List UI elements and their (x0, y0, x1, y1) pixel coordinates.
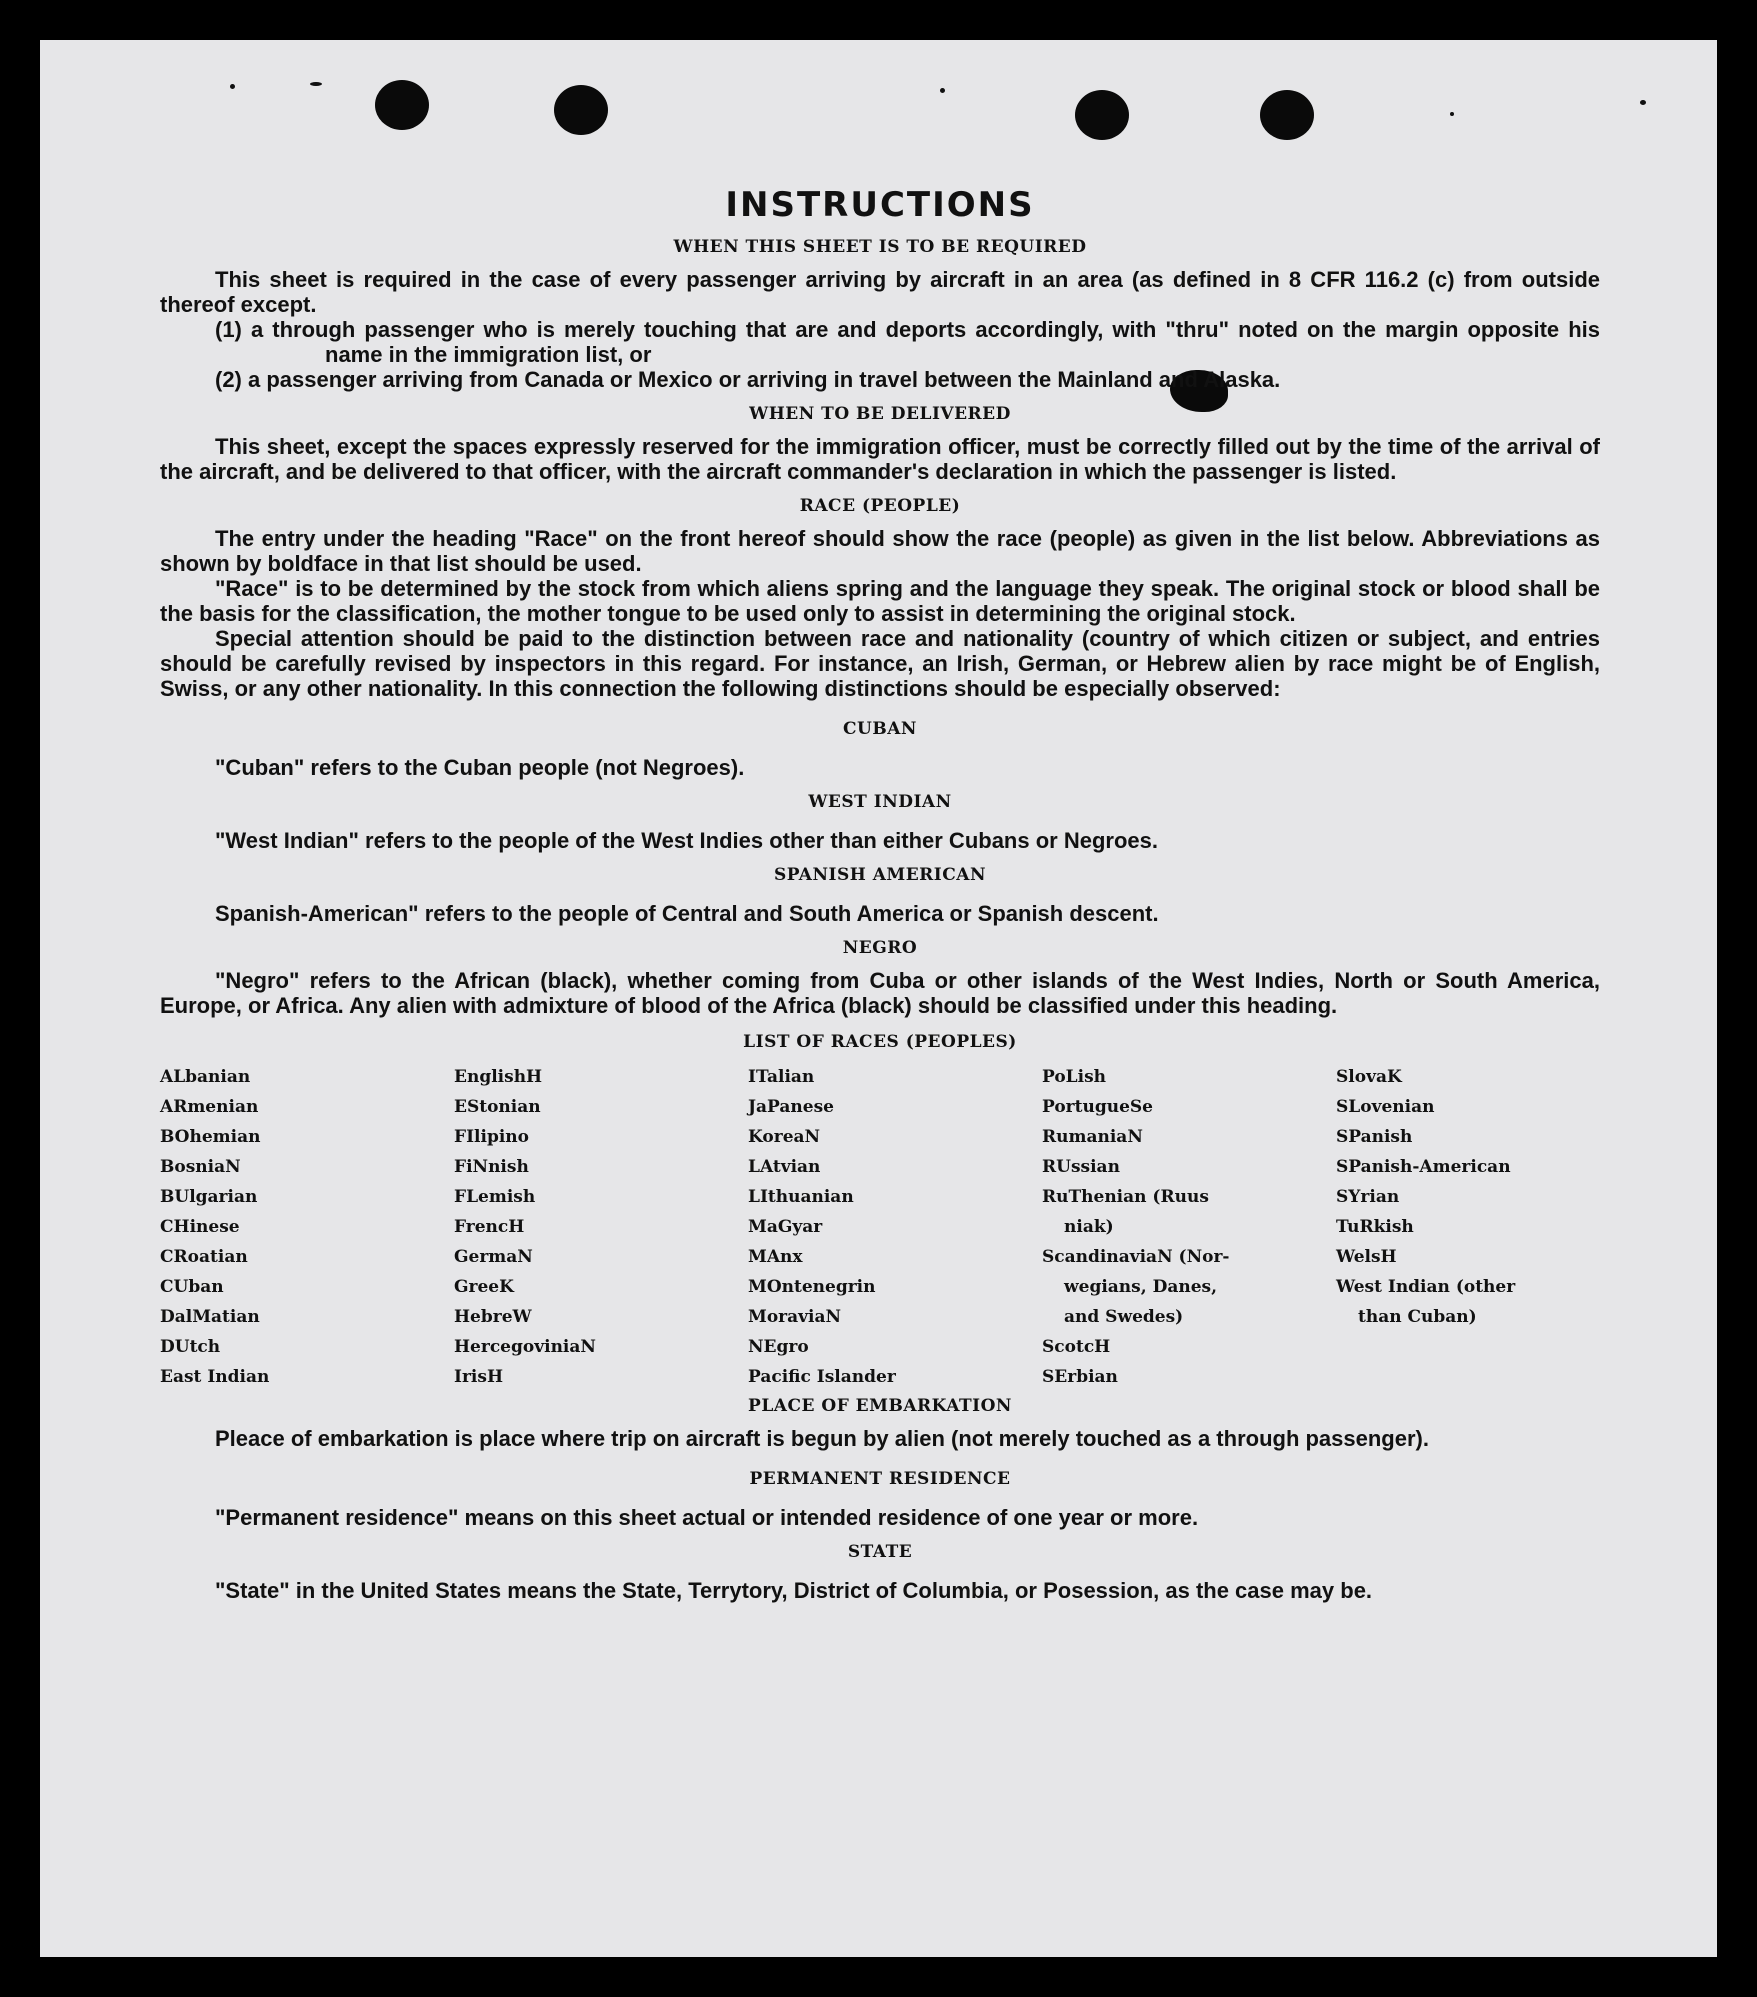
race-item: BOhemian (160, 1127, 261, 1147)
race-item: MAnx (748, 1247, 803, 1267)
race-item: MaGyar (748, 1217, 823, 1237)
page-title: INSTRUCTIONS (725, 185, 1035, 225)
race-item: EStonian (454, 1097, 541, 1117)
race-item: SYrian (1336, 1187, 1400, 1207)
race-item: FIlipino (454, 1127, 529, 1147)
race-item: BUlgarian (160, 1187, 258, 1207)
spanish-american-text: Spanish-American" refers to the people of Central and South America or Spanish descent. (215, 901, 1159, 926)
race-item: DalMatian (160, 1307, 260, 1327)
punch-hole (554, 85, 608, 135)
punch-hole (1075, 90, 1129, 140)
race-item: HercegoviniaN (454, 1337, 596, 1357)
race-item: ITalian (748, 1067, 815, 1087)
delivered-text: This sheet, except the spaces expressly reserved for the immigration officer, must be correctly filled out by the time of the arrival of the aircraft, and be delivered to that officer, with the aircraft commander's declaration in which the passenger is listed. (160, 434, 1600, 484)
race-column (748, 1062, 1042, 1392)
residence-text: "Permanent residence" means on this sheet actual or intended residence of one year or more. (215, 1505, 1199, 1530)
race-item: wegians, Danes, (1064, 1277, 1217, 1297)
race-item: CHinese (160, 1217, 240, 1237)
race-item: HebreW (454, 1307, 532, 1327)
punch-hole (375, 80, 429, 130)
race-item: RUssian (1042, 1157, 1120, 1177)
race-item: KoreaN (748, 1127, 821, 1147)
document-sheet (40, 40, 1717, 1957)
race-item: niak) (1064, 1217, 1114, 1237)
race-item: FLemish (454, 1187, 536, 1207)
race-paragraph-3: Special attention should be paid to the distinction between race and nationality (country of which citizen or subject, and entries should be carefully revised by inspectors in this regard. For instance, an Irish, German, or Hebrew alien by race might be of English, Swiss, or any other nationality. In this connection the following distinctions should be especially observed: (160, 626, 1600, 701)
race-item: than Cuban) (1358, 1307, 1477, 1327)
race-column (1336, 1062, 1630, 1392)
section-heading-residence: PERMANENT RESIDENCE (749, 1469, 1011, 1489)
section-heading-negro: NEGRO (842, 938, 918, 958)
race-item: EnglishH (454, 1067, 543, 1087)
speck (230, 84, 235, 89)
race-item: and Swedes) (1064, 1307, 1184, 1327)
race-item: ALbanian (160, 1067, 251, 1087)
race-item: East Indian (160, 1367, 270, 1387)
race-paragraph-2: "Race" is to be determined by the stock from which aliens spring and the language they speak. The original stock or blood shall be the basis for the classification, the mother tongue to be used only to assist in determining the original stock. (160, 576, 1600, 626)
race-item: SlovaK (1336, 1067, 1402, 1087)
race-item: BosniaN (160, 1157, 241, 1177)
embarkation-text: Pleace of embarkation is place where trip on aircraft is begun by alien (not merely touched as a through passenger). (215, 1426, 1429, 1451)
west-indian-text: "West Indian" refers to the people of the West Indies other than either Cubans or Negroes. (215, 828, 1158, 853)
required-intro: This sheet is required in the case of every passenger arriving by aircraft in an area (as defined in 8 CFR 116.2 (c) from outside thereof except. (160, 267, 1600, 317)
section-heading-required: WHEN THIS SHEET IS TO BE REQUIRED (673, 237, 1087, 257)
race-item: CUban (160, 1277, 224, 1297)
race-item: TuRkish (1336, 1217, 1414, 1237)
race-item: ARmenian (160, 1097, 259, 1117)
section-heading-race: RACE (PEOPLE) (799, 496, 961, 516)
section-heading-spanish-american: SPANISH AMERICAN (773, 865, 987, 885)
race-column (1042, 1062, 1336, 1392)
race-item: DUtch (160, 1337, 221, 1357)
race-item: SPanish-American (1336, 1157, 1511, 1177)
race-item: RumaniaN (1042, 1127, 1143, 1147)
section-heading-west-indian: WEST INDIAN (808, 792, 952, 812)
required-item-2: (2) a passenger arriving from Canada or Mexico or arriving in travel between the Mainland and Alaska. (215, 367, 1281, 392)
race-item: Pacific Islander (748, 1367, 896, 1387)
negro-text: "Negro" refers to the African (black), whether coming from Cuba or other islands of the West Indies, North or South America, Europe, or Africa. Any alien with admixture of blood of the Africa (black) should be classified under this heading. (160, 968, 1600, 1018)
race-item: SLovenian (1336, 1097, 1435, 1117)
speck (1450, 112, 1454, 116)
required-item-1: (1) a through passenger who is merely touching that are and deports accordingly, with "thru" noted on the margin opposite his name in the immigration list, or (215, 317, 1600, 367)
race-item: NEgro (748, 1337, 809, 1357)
race-item: LAtvian (748, 1157, 821, 1177)
speck (310, 82, 322, 86)
punch-hole (1260, 90, 1314, 140)
cuban-text: "Cuban" refers to the Cuban people (not Negroes). (215, 755, 745, 780)
section-heading-cuban: CUBAN (843, 719, 917, 739)
document-content (160, 185, 1600, 1613)
race-column (160, 1062, 454, 1392)
section-heading-race-list: LIST OF RACES (PEOPLES) (743, 1032, 1017, 1052)
state-text: "State" in the United States means the State, Terrytory, District of Columbia, or Posession, as the case may be. (215, 1578, 1373, 1603)
speck (940, 88, 945, 93)
race-item: GermaN (454, 1247, 533, 1267)
race-item: JaPanese (748, 1097, 834, 1117)
race-item: ScotcH (1042, 1337, 1111, 1357)
race-item: MoraviaN (748, 1307, 842, 1327)
race-item: SErbian (1042, 1367, 1118, 1387)
section-heading-state: STATE (847, 1542, 913, 1562)
race-item: FrencH (454, 1217, 525, 1237)
race-item: MOntenegrin (748, 1277, 876, 1297)
race-item: FiNnish (454, 1157, 529, 1177)
section-heading-embarkation: PLACE OF EMBARKATION (748, 1396, 1012, 1416)
race-list (160, 1062, 1600, 1392)
race-item: LIthuanian (748, 1187, 854, 1207)
race-item: WelsH (1336, 1247, 1397, 1267)
race-paragraph-1: The entry under the heading "Race" on the front hereof should show the race (people) as given in the list below. Abbreviations as shown by boldface in that list should be used. (160, 526, 1600, 576)
race-item: IrisH (454, 1367, 503, 1387)
speck (1640, 100, 1646, 105)
race-item: PoLish (1042, 1067, 1107, 1087)
race-item: SPanish (1336, 1127, 1413, 1147)
race-column (454, 1062, 748, 1392)
race-item: RuThenian (Ruus (1042, 1187, 1209, 1207)
race-item: CRoatian (160, 1247, 248, 1267)
race-item: GreeK (454, 1277, 514, 1297)
race-item: PortugueSe (1042, 1097, 1153, 1117)
race-item: West Indian (other (1336, 1277, 1516, 1297)
section-heading-delivered: WHEN TO BE DELIVERED (749, 404, 1011, 424)
race-item: ScandinaviaN (Nor- (1042, 1247, 1230, 1267)
